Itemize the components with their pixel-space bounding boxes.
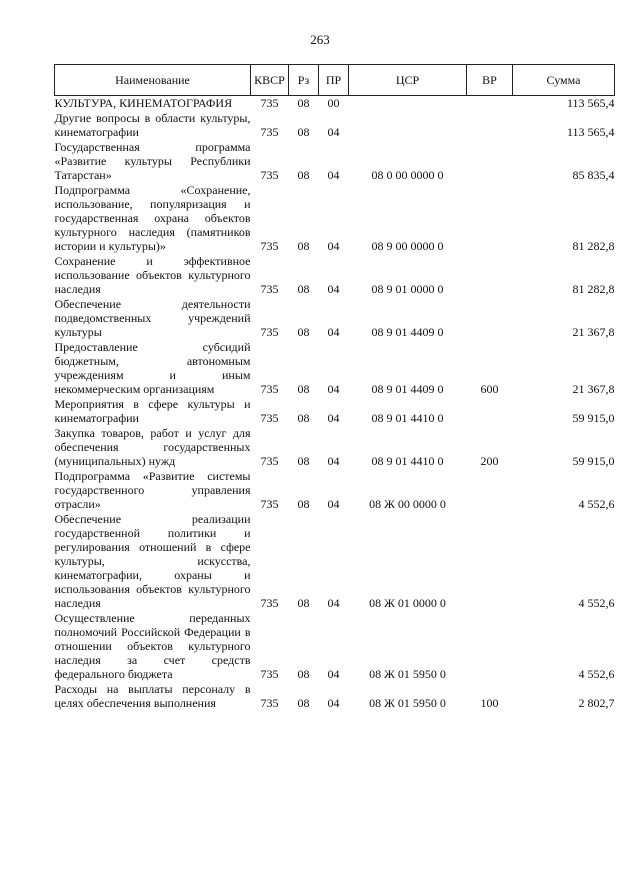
- header-sum: Сумма: [513, 65, 615, 96]
- row-pr: 04: [327, 282, 340, 296]
- row-kvsr: 735: [260, 382, 279, 396]
- row-sum: 21 367,8: [572, 325, 615, 339]
- row-pr: 04: [327, 596, 340, 610]
- row-kvsr: 735: [260, 667, 279, 681]
- row-name: Осуществление переданных полномочий Российской Федерации в отношении объектов культурного наследия за счет средств федерального бюджета: [54, 611, 251, 681]
- table-row: [55, 297, 615, 340]
- row-vr: [467, 611, 513, 682]
- row-csr: 08 9 01 4409 0: [371, 325, 444, 339]
- row-vr: [467, 397, 513, 426]
- row-rz: 08: [297, 667, 310, 681]
- row-pr: 04: [327, 667, 340, 681]
- row-kvsr: 735: [260, 696, 279, 710]
- header-vr: ВР: [467, 65, 513, 96]
- row-sum: 4 552,6: [578, 667, 615, 681]
- row-kvsr: 735: [260, 497, 279, 511]
- row-pr: 04: [327, 411, 340, 425]
- row-sum: 59 915,0: [572, 411, 615, 425]
- row-vr: 100: [480, 696, 499, 710]
- row-rz: 08: [297, 382, 310, 396]
- table-row: [55, 611, 615, 682]
- table-row: [55, 340, 615, 397]
- row-vr: [467, 111, 513, 140]
- row-vr: 200: [480, 454, 499, 468]
- row-name: Обеспечение реализации государственной политики и регулирования отношений в сфере культуры, искусства, кинематографии, охраны и использования объектов культурного наследия: [54, 512, 251, 610]
- table-row: [55, 469, 615, 512]
- row-rz: 08: [297, 696, 310, 710]
- row-name: Другие вопросы в области культуры, кинематографии: [54, 111, 251, 139]
- row-kvsr: 735: [260, 239, 279, 253]
- row-sum: 85 835,4: [572, 168, 615, 182]
- row-pr: 04: [327, 125, 340, 139]
- table-row: [55, 397, 615, 426]
- row-csr: [349, 111, 467, 140]
- row-name: Подпрограмма «Развитие системы государственного управления отрасли»: [54, 469, 251, 511]
- row-csr: 08 Ж 01 5950 0: [369, 667, 446, 681]
- row-sum: 59 915,0: [572, 454, 615, 468]
- header-rz: Рз: [289, 65, 319, 96]
- row-kvsr: 735: [260, 125, 279, 139]
- row-sum: 113 565,4: [566, 96, 615, 110]
- row-vr: [467, 469, 513, 512]
- row-vr: [467, 140, 513, 183]
- table-row: [55, 183, 615, 254]
- row-pr: 04: [327, 454, 340, 468]
- row-rz: 08: [297, 96, 310, 110]
- row-sum: 81 282,8: [572, 239, 615, 253]
- row-sum: 81 282,8: [572, 282, 615, 296]
- row-pr: 04: [327, 168, 340, 182]
- row-rz: 08: [297, 596, 310, 610]
- row-rz: 08: [297, 282, 310, 296]
- table-row: [55, 111, 615, 140]
- header-name: Наименование: [55, 65, 251, 96]
- row-rz: 08: [297, 125, 310, 139]
- table-row: [55, 96, 615, 112]
- row-csr: 08 Ж 00 0000 0: [369, 497, 446, 511]
- row-vr: [467, 512, 513, 611]
- row-kvsr: 735: [260, 411, 279, 425]
- table-row: [55, 140, 615, 183]
- row-csr: 08 9 01 4409 0: [371, 382, 444, 396]
- row-csr: 08 9 01 4410 0: [371, 411, 444, 425]
- row-sum: 4 552,6: [578, 497, 615, 511]
- row-name: КУЛЬТУРА, КИНЕМАТОГРАФИЯ: [54, 96, 233, 110]
- header-pr: ПР: [319, 65, 349, 96]
- table-row: [55, 254, 615, 297]
- row-kvsr: 735: [260, 282, 279, 296]
- header-csr: ЦСР: [349, 65, 467, 96]
- row-name: Предоставление субсидий бюджетным, автономным учреждениям и иным некоммерческим организациям: [54, 340, 251, 396]
- row-kvsr: 735: [260, 454, 279, 468]
- row-name: Обеспечение деятельности подведомственных учреждений культуры: [54, 297, 251, 339]
- row-sum: 4 552,6: [578, 596, 615, 610]
- row-name: Закупка товаров, работ и услуг для обеспечения государственных (муниципальных) нужд: [54, 426, 251, 468]
- row-pr: 04: [327, 325, 340, 339]
- table-row: [55, 682, 615, 711]
- row-rz: 08: [297, 239, 310, 253]
- row-csr: 08 0 00 0000 0: [371, 168, 444, 182]
- row-csr: 08 9 01 4410 0: [371, 454, 444, 468]
- row-rz: 08: [297, 454, 310, 468]
- row-name: Государственная программа «Развитие культуры Республики Татарстан»: [54, 140, 251, 182]
- row-rz: 08: [297, 168, 310, 182]
- row-pr: 04: [327, 382, 340, 396]
- row-sum: 21 367,8: [572, 382, 615, 396]
- row-kvsr: 735: [260, 325, 279, 339]
- row-csr: [349, 96, 467, 112]
- row-name: Подпрограмма «Сохранение, использование, популяризация и государственная охрана объектов культурного наследия (памятников истории и культуры)»: [54, 183, 251, 253]
- row-name: Расходы на выплаты персоналу в целях обеспечения выполнения: [54, 682, 251, 710]
- row-vr: [467, 96, 513, 112]
- row-sum: 113 565,4: [566, 125, 615, 139]
- row-vr: [467, 297, 513, 340]
- table-row: [55, 426, 615, 469]
- row-vr: [467, 254, 513, 297]
- row-kvsr: 735: [260, 96, 279, 110]
- row-csr: 08 Ж 01 5950 0: [369, 696, 446, 710]
- page-number: 263: [310, 32, 330, 47]
- budget-table: [54, 64, 615, 711]
- row-pr: 04: [327, 497, 340, 511]
- row-rz: 08: [297, 411, 310, 425]
- row-kvsr: 735: [260, 168, 279, 182]
- row-pr: 04: [327, 696, 340, 710]
- row-vr: 600: [480, 382, 499, 396]
- row-pr: 04: [327, 239, 340, 253]
- header-row: [55, 65, 615, 96]
- table-row: [55, 512, 615, 611]
- header-kvsr: КВСР: [251, 65, 289, 96]
- row-name: Мероприятия в сфере культуры и кинематографии: [54, 397, 251, 425]
- row-vr: [467, 183, 513, 254]
- row-rz: 08: [297, 497, 310, 511]
- row-csr: 08 9 00 0000 0: [371, 239, 444, 253]
- row-rz: 08: [297, 325, 310, 339]
- row-csr: 08 9 01 0000 0: [371, 282, 444, 296]
- row-csr: 08 Ж 01 0000 0: [369, 596, 446, 610]
- row-pr: 00: [327, 96, 340, 110]
- row-sum: 2 802,7: [578, 696, 615, 710]
- row-name: Сохранение и эффективное использование объектов культурного наследия: [54, 254, 251, 296]
- row-kvsr: 735: [260, 596, 279, 610]
